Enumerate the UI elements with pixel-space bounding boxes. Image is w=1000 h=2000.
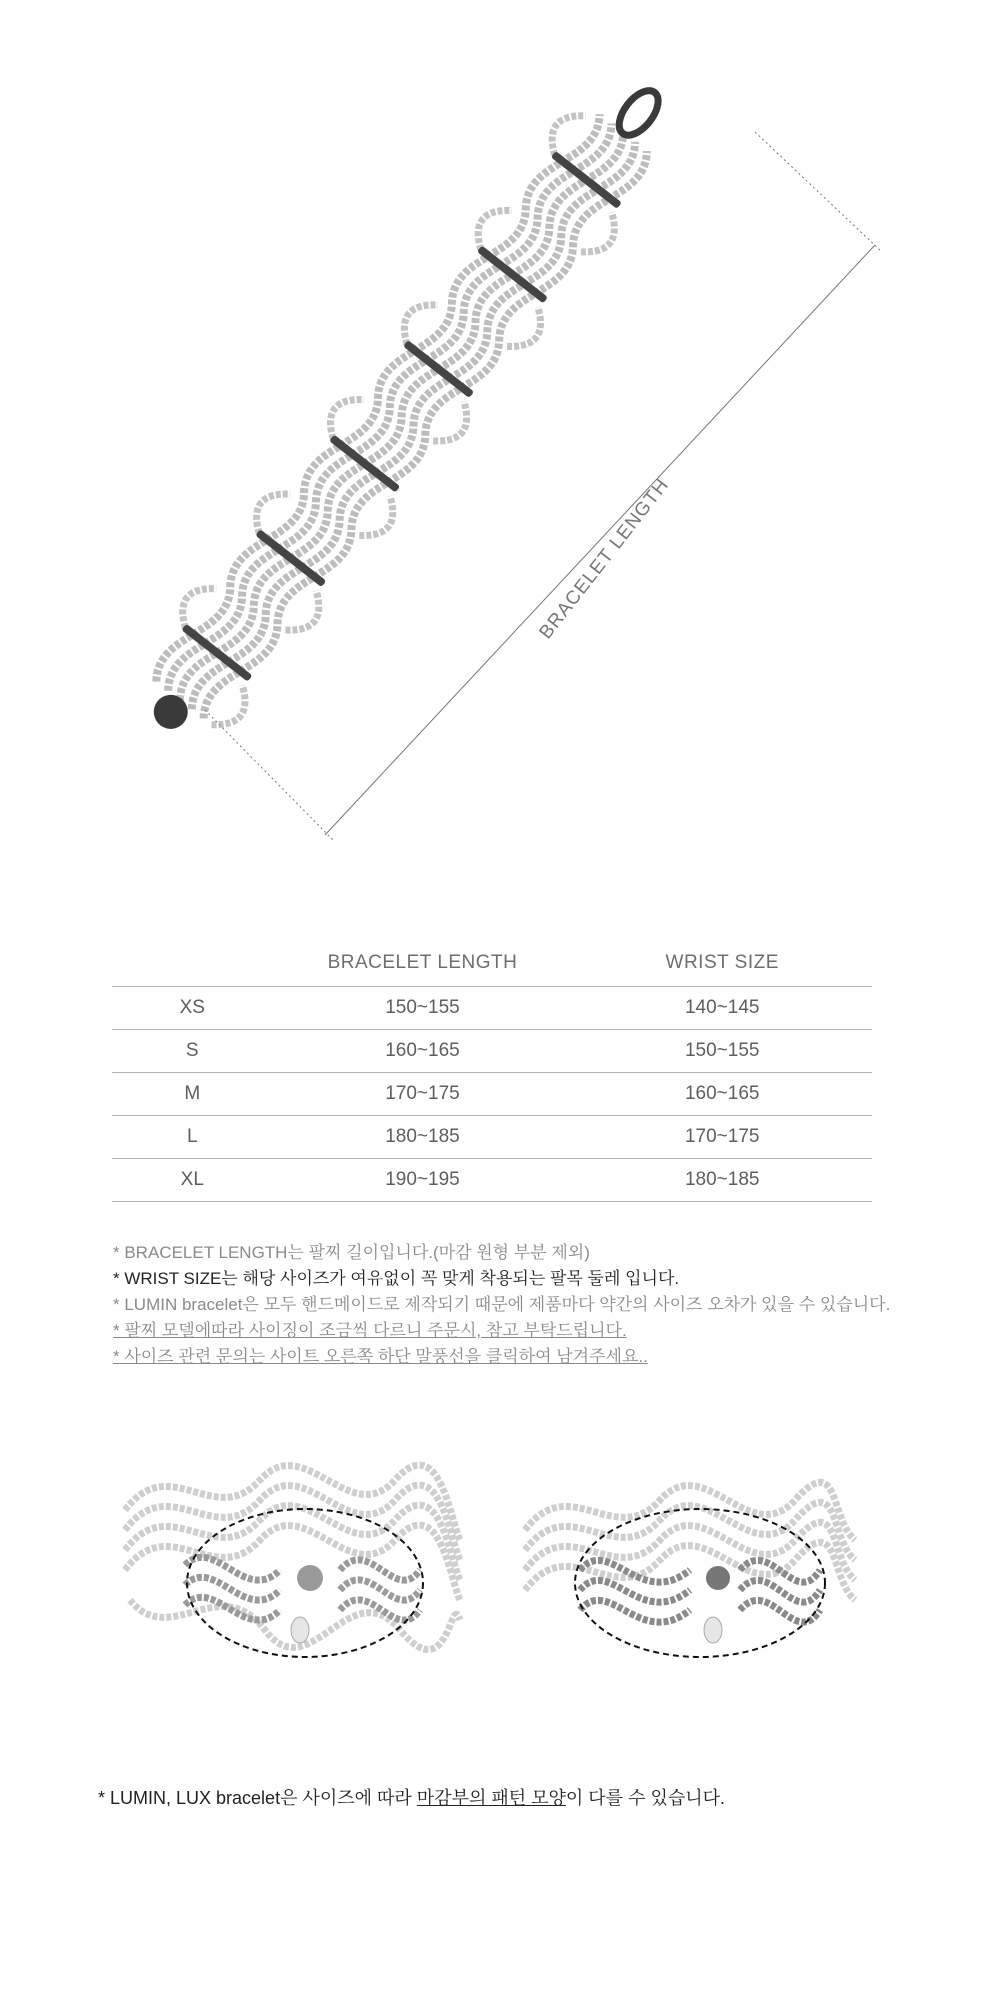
- wrist-cell: 150~155: [572, 1030, 872, 1073]
- wrist-cell: 160~165: [572, 1073, 872, 1116]
- clasp-comparison-photos: [0, 1420, 1000, 1760]
- length-cell: 180~185: [273, 1116, 573, 1159]
- table-row: [112, 987, 872, 1030]
- note-bracelet-length: * BRACELET LENGTH는 팔찌 길이입니다.(마감 원형 부분 제외): [113, 1243, 590, 1262]
- size-cell: L: [112, 1116, 273, 1159]
- size-cell: S: [112, 1030, 273, 1073]
- footer-note-prefix: * LUMIN, LUX bracelet은 사이즈에 따라: [98, 1788, 417, 1808]
- bracelet-photo-left: [125, 1465, 460, 1657]
- note-handmade: * LUMIN bracelet은 모두 핸드메이드로 제작되기 때문에 제품마다 약간의 사이즈 오차가 있을 수 있습니다.: [113, 1295, 891, 1314]
- footer-note-suffix: 이 다를 수 있습니다.: [565, 1788, 726, 1808]
- table-header-row: [112, 940, 872, 987]
- size-table: [112, 940, 872, 1202]
- table-row: [112, 1073, 872, 1116]
- clasp-pattern-note: [98, 1784, 725, 1810]
- size-cell: M: [112, 1073, 273, 1116]
- table-row: [112, 1159, 872, 1202]
- length-cell: 190~195: [273, 1159, 573, 1202]
- note-model-sizing: * 팔찌 모델에따라 사이징이 조금씩 다르니 주문시, 참고 부탁드립니다.: [113, 1321, 627, 1340]
- table-row: [112, 1030, 872, 1073]
- length-cell: 170~175: [273, 1073, 573, 1116]
- header-size: [112, 940, 273, 987]
- bracelet-length-diagram: [0, 0, 1000, 880]
- size-cell: XL: [112, 1159, 273, 1202]
- bracelet-photo-right: [525, 1482, 855, 1657]
- size-cell: XS: [112, 987, 273, 1030]
- wrist-cell: 170~175: [572, 1116, 872, 1159]
- wrist-cell: 140~145: [572, 987, 872, 1030]
- dimension-label: BRACELET LENGTH: [535, 474, 674, 644]
- table-row: [112, 1116, 872, 1159]
- length-cell: 160~165: [273, 1030, 573, 1073]
- bracelet-image: [115, 57, 700, 761]
- header-bracelet-length: BRACELET LENGTH: [327, 952, 518, 973]
- size-notes: [113, 1240, 973, 1370]
- wrist-cell: 180~185: [572, 1159, 872, 1202]
- footer-note-underlined: 마감부의 패턴 모양: [416, 1788, 566, 1808]
- header-wrist-size: WRIST SIZE: [665, 952, 779, 973]
- note-inquiry: * 사이즈 관련 문의는 사이트 오른쪽 하단 말풍선을 클릭하여 남겨주세요..: [113, 1347, 648, 1366]
- note-wrist-size: * WRIST SIZE는 해당 사이즈가 여유없이 꼭 맞게 착용되는 팔목 둘레 입니다.: [113, 1269, 680, 1288]
- length-cell: 150~155: [273, 987, 573, 1030]
